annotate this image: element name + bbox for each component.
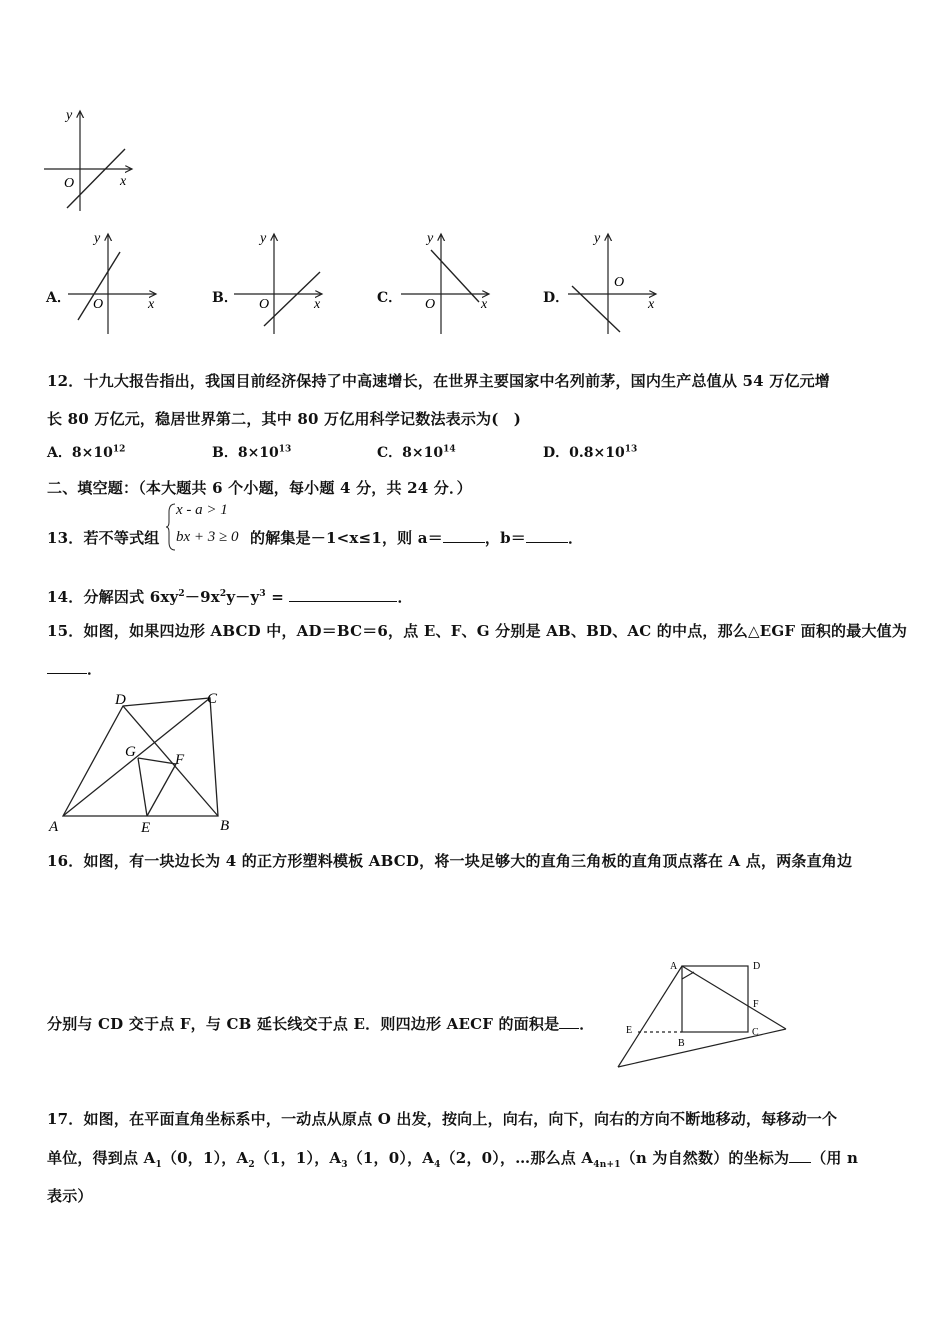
q13-blank-b[interactable] bbox=[526, 528, 568, 543]
q13-prefix: 13．若不等式组 bbox=[47, 529, 160, 547]
svg-text:D: D bbox=[753, 961, 761, 972]
q16-blank[interactable] bbox=[559, 1014, 579, 1029]
q12-option-d: D．$0.8\times 10^{13}$ bbox=[543, 444, 638, 461]
svg-text:F: F bbox=[753, 999, 759, 1010]
q11-option-a-label: A． bbox=[46, 290, 71, 306]
svg-text:O: O bbox=[614, 275, 625, 290]
q16-line1: 16．如图，有一块边长为 4 的正方形塑料模板 ABCD，将一块足够大的直角三角板的直角顶点落在 A 点，两条直角边 bbox=[47, 852, 853, 870]
section-title: 二、填空题：（本大题共 6 个小题，每小题 4 分，共 24 分．） bbox=[47, 479, 472, 497]
q11-option-b-label: B． bbox=[212, 290, 238, 306]
y-label: y bbox=[66, 108, 73, 123]
graph-line bbox=[572, 286, 620, 332]
svg-text:y: y bbox=[427, 231, 434, 246]
svg-text:D: D bbox=[115, 692, 126, 708]
svg-text:B: B bbox=[678, 1038, 685, 1049]
q15-figure bbox=[45, 688, 245, 838]
q15-line1: 15．如图，如果四边形 ABCD 中，AD＝BC＝6，点 E、F、G 分别是 AB、BD、AC 的中点，那么△EGF 面积的最大值为 bbox=[47, 622, 908, 640]
q13-inequality-1: x - a > 1 bbox=[176, 502, 228, 518]
svg-text:A: A bbox=[49, 819, 59, 835]
q11-option-d-label: D． bbox=[543, 290, 570, 306]
q17-line2: 单位，得到点 $A_1(0$，1），$A_2(1$，1），$A_3(1$，0），$A_4(2$，0），…那么点 $A_{4n+1}(n$ 为自然数）的坐标为 （用 n bbox=[47, 1149, 859, 1170]
q16-figure bbox=[612, 955, 797, 1075]
q11-option-a-graph bbox=[62, 228, 162, 336]
svg-text:C: C bbox=[752, 1027, 759, 1038]
svg-text:y: y bbox=[260, 231, 267, 246]
svg-text:O: O bbox=[425, 297, 436, 312]
svg-text:F: F bbox=[175, 752, 185, 768]
x-label: x bbox=[120, 174, 127, 189]
q17-line3: 表示） bbox=[47, 1187, 93, 1205]
q12-option-b: B．$8\times 10^{13}$ bbox=[212, 444, 292, 461]
graph-line bbox=[264, 272, 320, 326]
svg-text:A: A bbox=[670, 961, 678, 972]
svg-text:B: B bbox=[220, 818, 230, 834]
svg-text:E: E bbox=[141, 820, 151, 836]
svg-text:O: O bbox=[93, 297, 104, 312]
q13-blank-a[interactable] bbox=[443, 528, 485, 543]
q12-line1: 12．十九大报告指出，我国目前经济保持了中高速增长，在世界主要国家中名列前茅，国内生产总值从 54 万亿元增 bbox=[47, 372, 830, 390]
svg-text:y: y bbox=[94, 231, 101, 246]
svg-text:O: O bbox=[259, 297, 270, 312]
svg-text:C: C bbox=[207, 691, 218, 707]
svg-text:x: x bbox=[148, 297, 155, 312]
svg-text:y: y bbox=[594, 231, 601, 246]
svg-text:G: G bbox=[125, 744, 136, 760]
q11-option-c-label: C． bbox=[377, 290, 403, 306]
q11-option-d-graph bbox=[562, 228, 662, 336]
q17-blank[interactable] bbox=[789, 1148, 811, 1163]
graph-line bbox=[67, 149, 125, 208]
q16-line2: 分别与 CD 交于点 F，与 CB 延长线交于点 E．则四边形 AECF 的面积是 ． bbox=[47, 1015, 595, 1033]
q12-option-c: C．$8\times 10^{14}$ bbox=[377, 444, 456, 461]
q17-line1: 17．如图，在平面直角坐标系中，一动点从原点 O 出发，按向上，向右，向下，向右的方向不断地移动，每移动一个 bbox=[47, 1110, 838, 1128]
q13-suffix: 的解集是－1<x≤1，则 a＝ ，b＝ ． bbox=[250, 529, 584, 547]
q11-option-c-graph bbox=[395, 228, 495, 336]
svg-text:x: x bbox=[481, 297, 488, 312]
svg-text:x: x bbox=[314, 297, 321, 312]
q11-main-graph bbox=[40, 105, 140, 215]
q14-line: 14．分解因式 $6xy^2-9x^2y-y^3$ = ． bbox=[47, 588, 413, 606]
svg-text:x: x bbox=[648, 297, 655, 312]
q13-inequality-2: bx + 3 ≥ 0 bbox=[176, 529, 239, 545]
q15-line2: ． bbox=[47, 658, 102, 679]
q12-option-a: A．$8\times 10^{12}$ bbox=[47, 444, 126, 461]
svg-text:E: E bbox=[626, 1025, 633, 1036]
q12-line2: 长 80 万亿元，稳居世界第二，其中 80 万亿用科学记数法表示为( ) bbox=[47, 410, 522, 428]
q11-option-b-graph bbox=[228, 228, 328, 336]
q14-blank[interactable] bbox=[289, 587, 397, 602]
origin-label: O bbox=[64, 176, 75, 191]
q15-blank[interactable] bbox=[47, 659, 87, 674]
